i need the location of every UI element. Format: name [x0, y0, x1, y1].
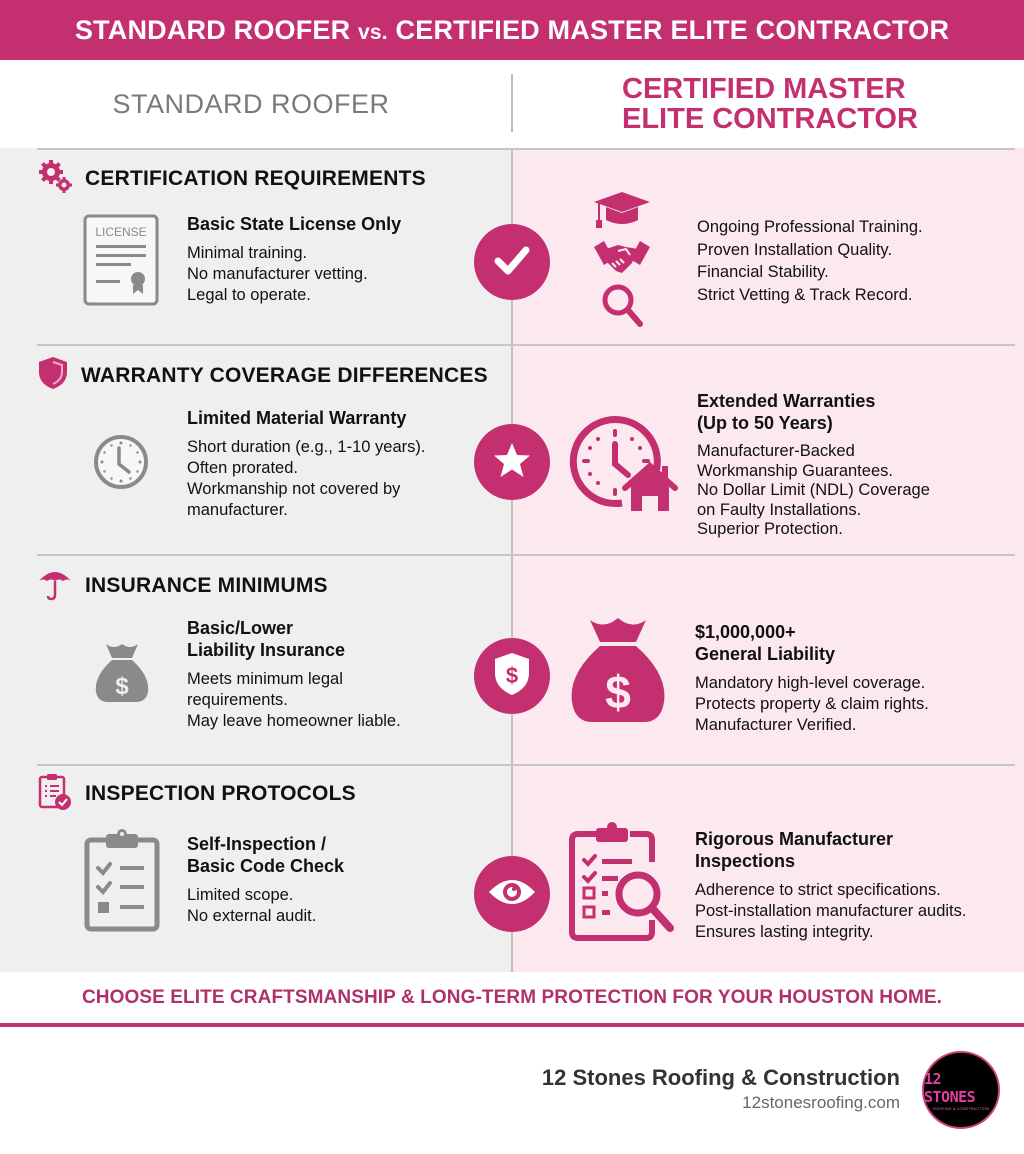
column-header-standard: STANDARD ROOFER [112, 88, 390, 119]
text-line: Adherence to strict specifications. [695, 881, 941, 899]
text-line: No external audit. [187, 907, 317, 925]
certified-inspection-text [695, 880, 1015, 943]
standard-warranty-block [187, 407, 487, 521]
standard-inspection-block [187, 833, 487, 927]
text-line: Legal to operate. [187, 286, 311, 304]
section-title-warranty [37, 355, 488, 396]
certified-inspection-heading: Rigorous Manufacturer [695, 829, 894, 849]
company-logo [922, 1051, 1000, 1129]
certified-inspection-heading-sub: Inspections [695, 851, 796, 871]
standard-certification-heading: Basic State License Only [187, 214, 402, 234]
column-headers [0, 60, 1024, 148]
text-line: Mandatory high-level coverage. [695, 674, 926, 692]
title-banner [0, 0, 1024, 60]
standard-warranty-heading: Limited Material Warranty [187, 408, 407, 428]
column-header-certified [512, 74, 1024, 134]
call-to-action [0, 972, 1024, 1024]
certified-warranty-text [697, 442, 1017, 540]
text-line: No Dollar Limit (NDL) Coverage [697, 481, 930, 499]
certified-insurance-heading-sub: General Liability [695, 644, 836, 664]
section-title-inspection [37, 772, 356, 815]
text-line: May leave homeowner liable. [187, 712, 401, 730]
divider [37, 148, 1015, 150]
money-bag-icon-certified [568, 612, 668, 735]
clipboard-checklist-icon [84, 828, 160, 937]
column-header-certified-line1: CERTIFIED MASTER [622, 73, 906, 105]
text-line: manufacturer. [187, 501, 288, 519]
shield-icon [37, 355, 69, 396]
certified-insurance-text [695, 673, 1015, 736]
divider [37, 764, 1015, 766]
standard-insurance-block [187, 617, 487, 732]
text-line: Ensures lasting integrity. [695, 923, 874, 941]
text-line: Often prorated. [187, 459, 298, 477]
magnifier-icon [600, 282, 656, 333]
logo-text: 12 STONES [924, 1069, 976, 1106]
text-line: Minimal training. [187, 244, 308, 262]
certified-insurance-block [695, 621, 1015, 736]
handshake-icon [592, 237, 656, 282]
text-line: Protects property & claim rights. [695, 695, 929, 713]
website-link[interactable]: 12stonesroofing.com [742, 1093, 900, 1112]
text-line: Meets minimum legal [187, 670, 343, 688]
star-badge [474, 424, 550, 500]
section-title-text: WARRANTY COVERAGE DIFFERENCES [81, 363, 488, 387]
clock-icon [93, 434, 149, 495]
text-line: Ongoing Professional Training. [697, 218, 923, 236]
standard-certification-text [187, 243, 487, 306]
standard-inspection-heading: Self-Inspection / [187, 834, 327, 854]
standard-inspection-heading-sub: Basic Code Check [187, 856, 345, 876]
section-title-insurance [37, 565, 328, 606]
text-line: Superior Protection. [697, 520, 843, 538]
footer [0, 1027, 1024, 1154]
text-line: Manufacturer-Backed [697, 442, 855, 460]
section-title-text: INSPECTION PROTOCOLS [85, 781, 356, 805]
section-title-text: INSURANCE MINIMUMS [85, 573, 328, 597]
section-title-text: CERTIFICATION REQUIREMENTS [85, 166, 426, 190]
certified-insurance-heading: $1,000,000+ [695, 622, 796, 642]
money-bag-icon-standard [94, 640, 150, 709]
title-left: STANDARD ROOFER [74, 14, 359, 45]
text-line: Workmanship not covered by [187, 480, 401, 498]
certified-warranty-heading: Extended Warranties [697, 391, 876, 411]
shield-dollar-icon [492, 651, 532, 702]
text-line: Workmanship Guarantees. [697, 461, 893, 480]
column-header-certified-line2: ELITE CONTRACTOR [622, 103, 918, 135]
page-title [75, 15, 949, 46]
section-title-certification [37, 158, 426, 199]
standard-insurance-heading-sub: Liability Insurance [187, 640, 346, 660]
text-line: Strict Vetting & Track Record. [697, 285, 913, 304]
svg-text:$: $ [115, 673, 129, 700]
company-name: 12 Stones Roofing & Construction [541, 1065, 900, 1090]
checkmark-icon [492, 240, 532, 285]
certified-warranty-block [697, 390, 1017, 540]
shield-dollar-badge [474, 638, 550, 714]
text-line: on Faulty Installations. [697, 500, 862, 519]
svg-text:LICENSE: LICENSE [95, 225, 147, 239]
standard-insurance-text [187, 669, 487, 732]
svg-text:$: $ [505, 662, 519, 688]
clipboard-magnifier-icon [568, 822, 680, 947]
certified-inspection-block [695, 828, 1015, 943]
clock-house-icon [568, 412, 678, 521]
clipboard-check-icon [37, 772, 73, 815]
text-line: Financial Stability. [697, 263, 829, 281]
text-line: Manufacturer Verified. [695, 716, 857, 734]
certified-certification-icons [592, 190, 656, 333]
divider [37, 344, 1015, 346]
text-line: No manufacturer vetting. [187, 265, 368, 283]
title-vs: vs. [358, 20, 388, 44]
standard-warranty-text [187, 437, 487, 521]
eye-badge [474, 856, 550, 932]
gears-icon [37, 158, 73, 199]
standard-inspection-text [187, 885, 487, 927]
title-right: CERTIFIED MASTER ELITE CONTRACTOR [387, 14, 950, 45]
license-certificate-icon [83, 214, 159, 311]
text-line: Proven Installation Quality. [697, 240, 893, 259]
svg-text:$: $ [605, 666, 631, 718]
text-line: requirements. [187, 691, 288, 709]
certified-certification-block [697, 216, 1007, 306]
logo-subtext: ROOFING & CONSTRUCTION [933, 1105, 989, 1111]
brand-block [542, 1065, 900, 1113]
graduation-cap-icon [592, 190, 656, 237]
certified-certification-text [697, 216, 1007, 306]
umbrella-icon [37, 565, 73, 606]
star-icon [492, 440, 532, 485]
divider [37, 554, 1015, 556]
certified-warranty-heading-sub: (Up to 50 Years) [697, 413, 833, 433]
text-line: Limited scope. [187, 886, 294, 904]
text-line: Short duration (e.g., 1-10 years). [187, 438, 426, 456]
standard-certification-block [187, 213, 487, 306]
checkmark-badge [474, 224, 550, 300]
standard-insurance-heading: Basic/Lower [187, 618, 294, 638]
eye-icon [487, 876, 537, 913]
text-line: Post-installation manufacturer audits. [695, 902, 967, 920]
cta-text: CHOOSE ELITE CRAFTSMANSHIP & LONG-TERM PROTECTION FOR YOUR HOUSTON HOME. [81, 987, 943, 1008]
